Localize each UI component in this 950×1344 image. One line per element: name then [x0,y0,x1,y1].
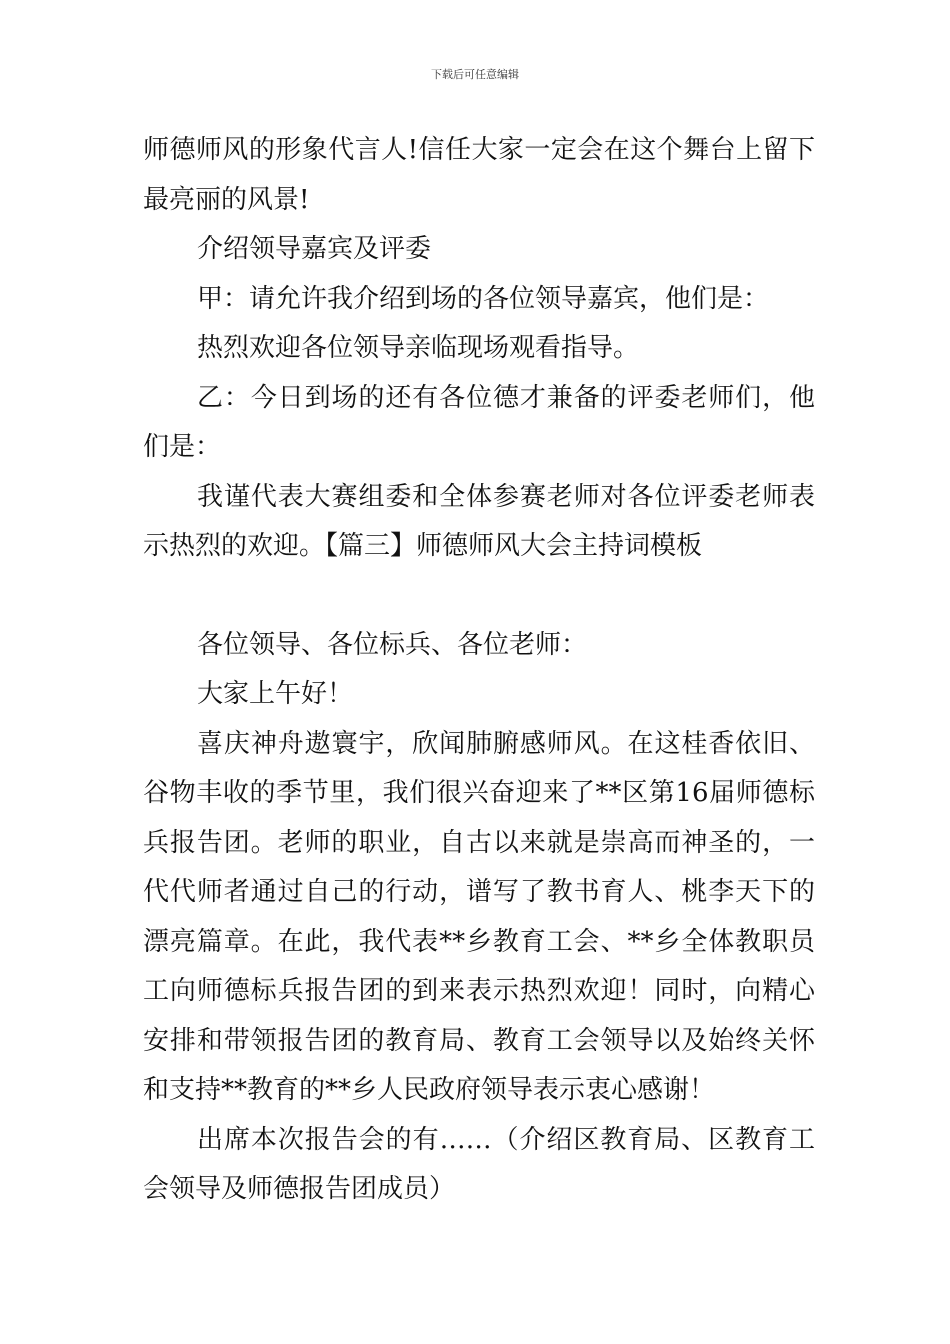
paragraph: 乙：今日到场的还有各位德才兼备的评委老师们，他们是： [143,382,815,462]
section-heading: 介绍领导嘉宾及评委 [197,234,432,264]
page-header: 下载后可任意编辑 [431,68,519,81]
paragraph: 喜庆神舟遨寰宇，欣闻肺腑感师风。在这桂香依旧、谷物丰收的季节里，我们很兴奋迎来了**区第16届师德标兵报告团。老师的职业，自古以来就是崇高而神圣的，一代代师者通过自己的行动，谱写了教书育人、桃李天下的漂亮篇章。在此，我代表**乡教育工会、**乡全体教职员工向师德标兵报告团的到来表示热烈欢迎！同时，向精心安排和带领报告团的教育局、教育工会领导以及始终关怀和支持**教育的**乡人民政府领导表示衷心感谢！ [143,728,815,1105]
paragraph-continuation: 师德师风的形象代言人!信任大家一定会在这个舞台上留下最亮丽的风景! [143,135,815,215]
paragraph: 热烈欢迎各位领导亲临现场观看指导。 [197,333,640,363]
paragraph: 我谨代表大赛组委和全体参赛老师对各位评委老师表示热烈的欢迎。【篇三】师德师风大会主持词模板 [143,481,815,561]
salutation: 各位领导、各位标兵、各位老师： [197,629,588,660]
document-body [143,126,815,1215]
blank-line [143,572,815,621]
greeting: 大家上午好！ [197,679,354,709]
paragraph: 甲：请允许我介绍到场的各位领导嘉宾，他们是： [197,283,770,314]
paragraph: 出席本次报告会的有……（介绍区教育局、区教育工会领导及师德报告团成员） [143,1124,815,1204]
